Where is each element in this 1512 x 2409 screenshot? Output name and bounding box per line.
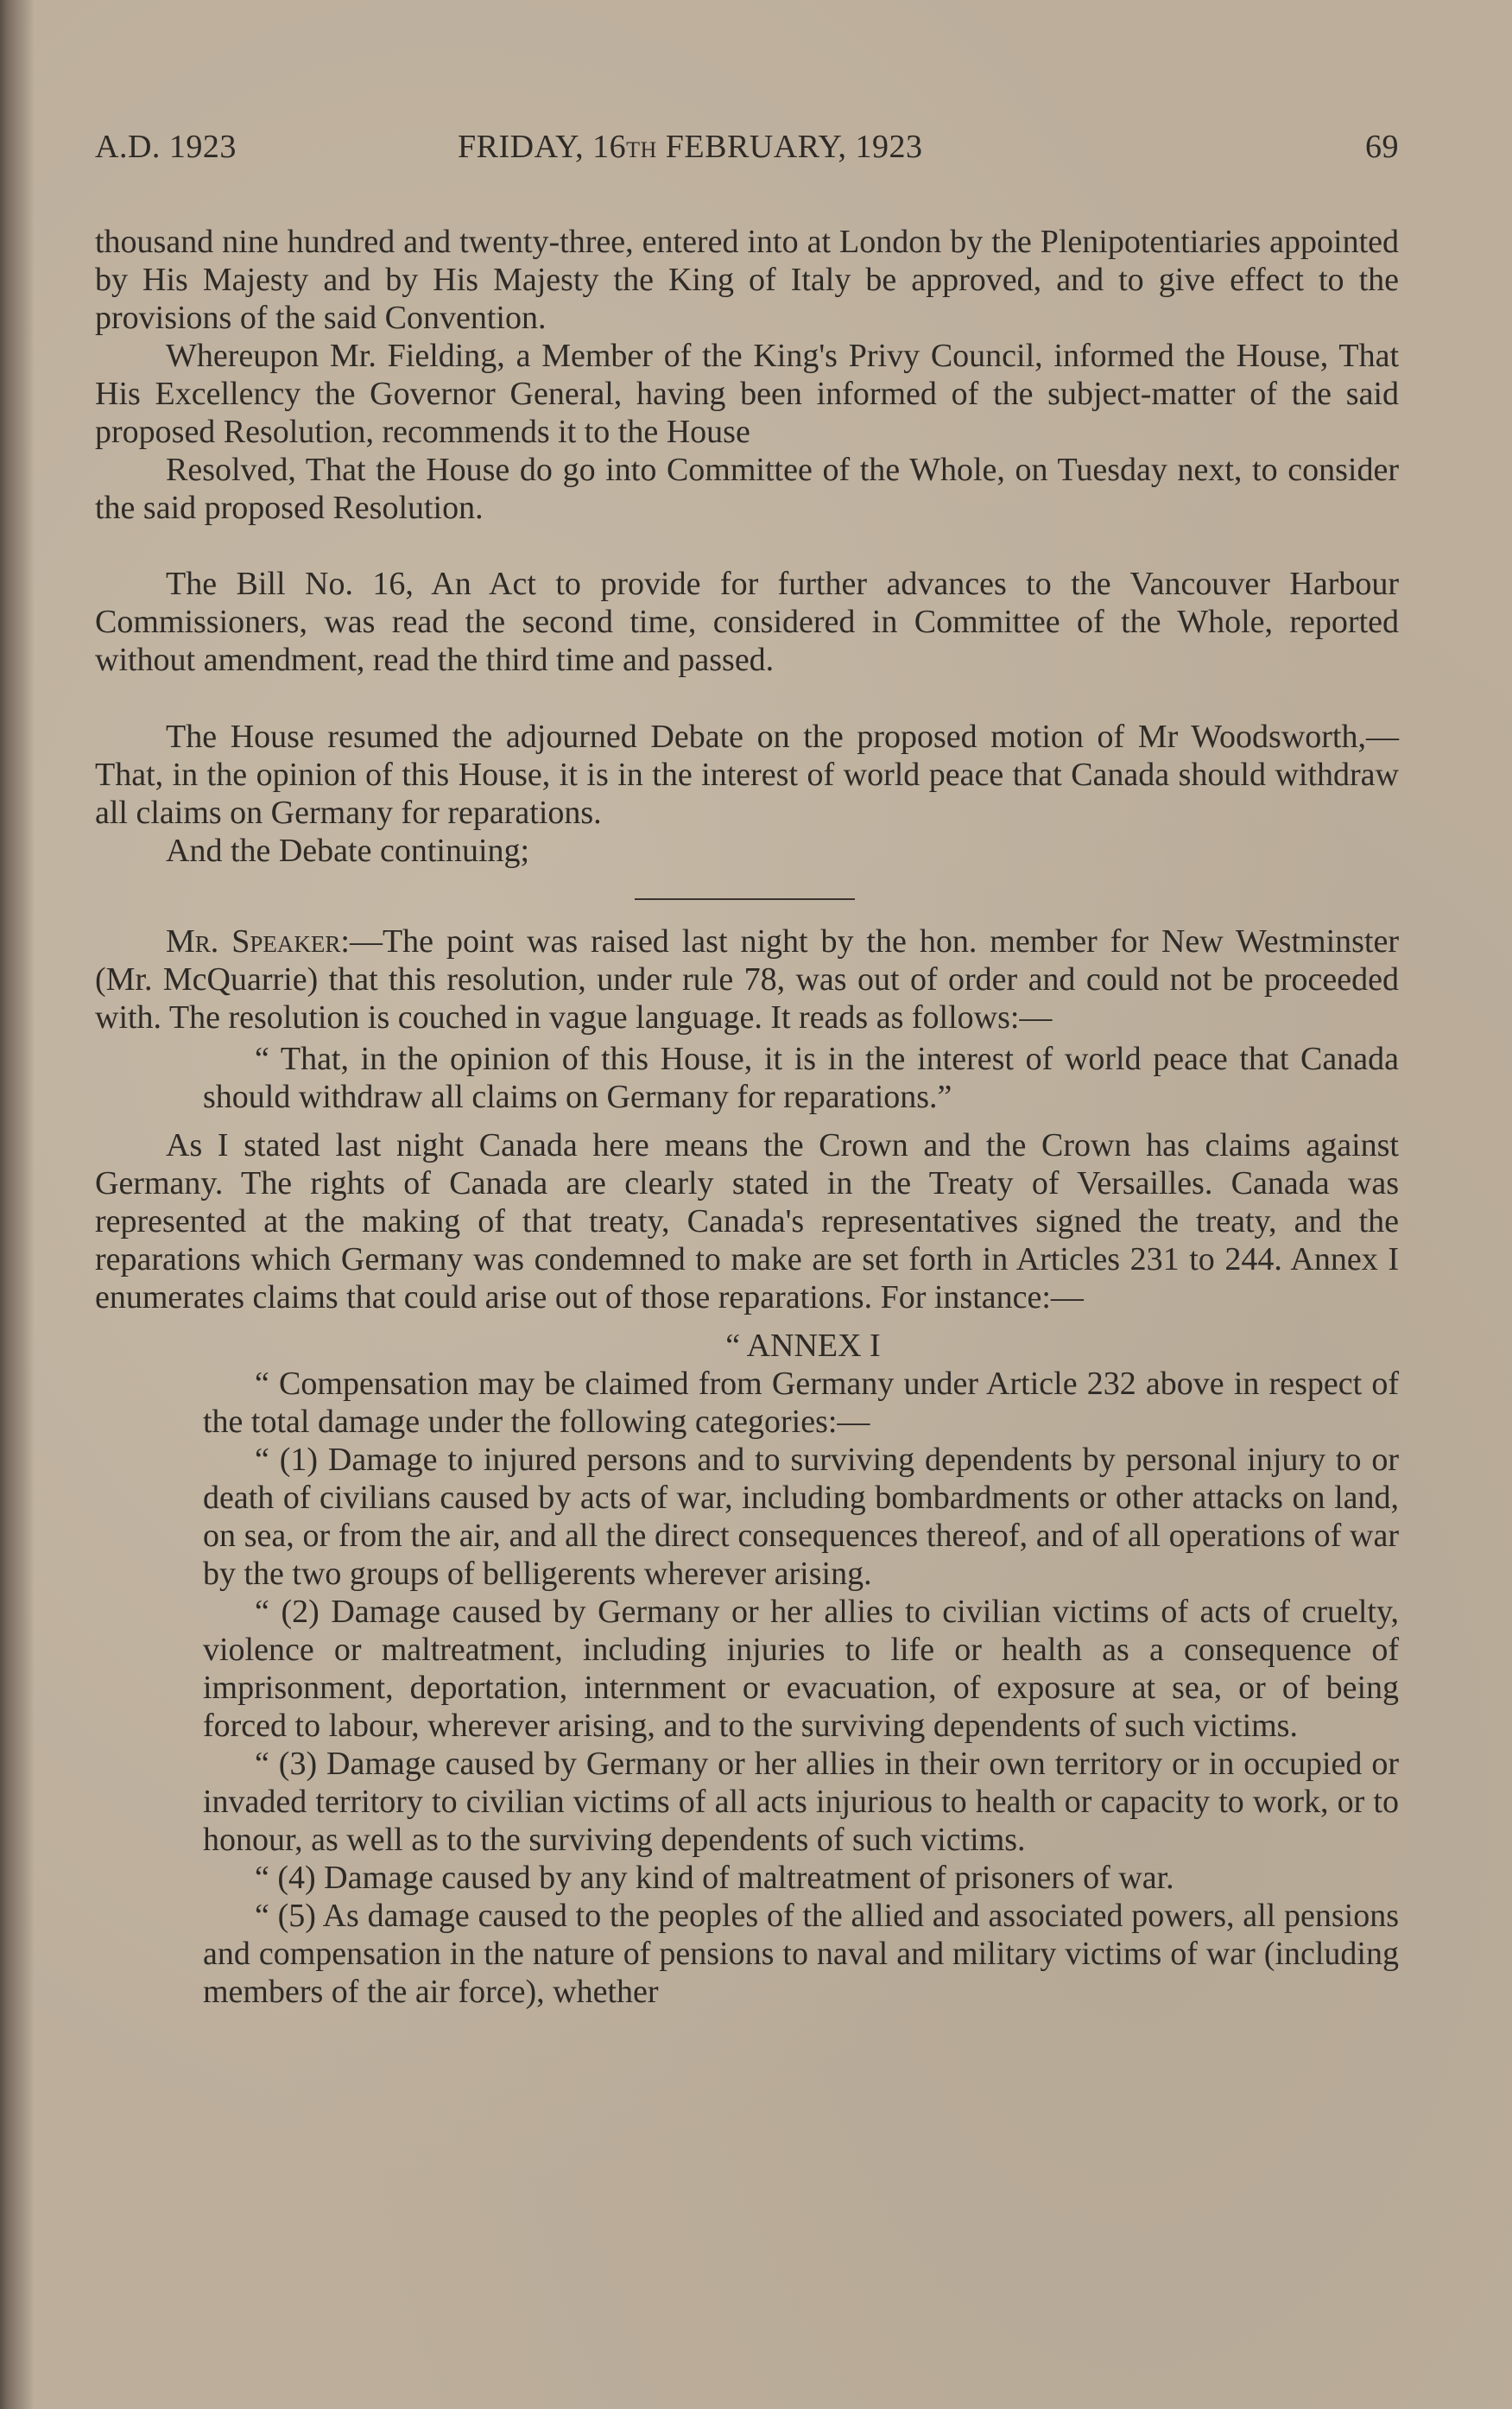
annex-item-4: “ (4) Damage caused by any kind of maltreatment of prisoners of war.: [255, 1860, 1174, 1896]
header-year: A.D. 1923: [95, 129, 237, 165]
block-bill-16: [95, 565, 1399, 679]
annex-title: “ ANNEX I: [725, 1328, 881, 1364]
block-speaker-ruling: [95, 922, 1399, 2011]
paragraph-speaker: Mr. Speaker:—The point was raised last night by the hon. member for New Westminster (Mr. McQuarrie) that this resolution, under rule 78, was out of order and could not be proceeded with. The resolution is couched in vague language. It reads as follows:—: [95, 923, 1399, 1036]
paragraph-treaty: As I stated last night Canada here means the Crown and the Crown has claims against Germany. The rights of Canada are clearly stated in the Treaty of Versailles. Canada was represented at the making of that treaty, Canada's representatives signed the treaty, and the reparations which Germany was condemned to make are set forth in Articles 231 to 244. Annex I enumerates claims that could arise out of those reparations. For instance:—: [95, 1127, 1399, 1315]
page-number: 69: [1365, 129, 1399, 165]
book-binding-edge: [0, 0, 35, 2409]
annex-intro: “ Compensation may be claimed from Germany under Article 232 above in respect of the total damage under the following categories:—: [203, 1366, 1399, 1440]
annex-item-5: “ (5) As damage caused to the peoples of the allied and associated powers, all pensions and compensation in the nature of pensions to naval and military victims of war (including members of the air force), whether: [203, 1898, 1399, 2010]
header-date: FRIDAY, 16TH FEBRUARY, 1923: [458, 129, 923, 165]
annex-item-1: “ (1) Damage to injured persons and to surviving dependents by personal injury to or death of civilians caused by acts of war, including bombardments or other attacks on land, on sea, or from the air, and all the direct consequences thereof, and of all operations of war by the two groups of belligerents wherever arising.: [203, 1442, 1399, 1592]
annex-item-2: “ (2) Damage caused by Germany or her allies to civilian victims of acts of cruelty, violence or maltreatment, including injuries to life or health as a consequence of imprisonment, deportation, internment or evacuation, of exposure at sea, or of being forced to labour, wherever arising, and to the surviving dependents of such victims.: [203, 1594, 1399, 1744]
paragraph-fielding: Whereupon Mr. Fielding, a Member of the King's Privy Council, informed the House, That His Excellency the Governor General, having been informed of the subject-matter of the said proposed Resolution, recommends it to the House: [95, 338, 1399, 450]
paragraph-convention: thousand nine hundred and twenty-three, entered into at London by the Plenipotentiaries appointed by His Majesty and by His Majesty the King of Italy be approved, and to give effect to the provisions of the said Convention.: [95, 224, 1399, 336]
block-debate: [95, 718, 1399, 870]
annex-item-3: “ (3) Damage caused by Germany or her allies in their own territory or in occupied or invaded territory to civilian victims of all acts injurious to health or capacity to work, or to honour, as well as to the surviving dependents of such victims.: [203, 1746, 1399, 1858]
section-divider: [635, 898, 855, 900]
paragraph-bill-16: The Bill No. 16, An Act to provide for further advances to the Vancouver Harbour Commissioners, was read the second time, considered in Committee of the Whole, reported without amendment, read the third time and passed.: [95, 566, 1399, 678]
paragraph-debate-continuing: And the Debate continuing;: [166, 833, 530, 869]
running-header: [95, 128, 1399, 171]
speaker-label: Mr. Speaker:: [166, 923, 350, 960]
paragraph-resolved: Resolved, That the House do go into Committee of the Whole, on Tuesday next, to consider the said proposed Resolution.: [95, 452, 1399, 526]
paragraph-debate-resumed: The House resumed the adjourned Debate on the proposed motion of Mr Woodsworth,—That, in the opinion of this House, it is in the interest of world peace that Canada should withdraw all claims on Germany for reparations.: [95, 719, 1399, 831]
block-convention: [95, 223, 1399, 527]
quoted-resolution: “ That, in the opinion of this House, it is in the interest of world peace that Canada should withdraw all claims on Germany for reparations.”: [203, 1041, 1399, 1115]
